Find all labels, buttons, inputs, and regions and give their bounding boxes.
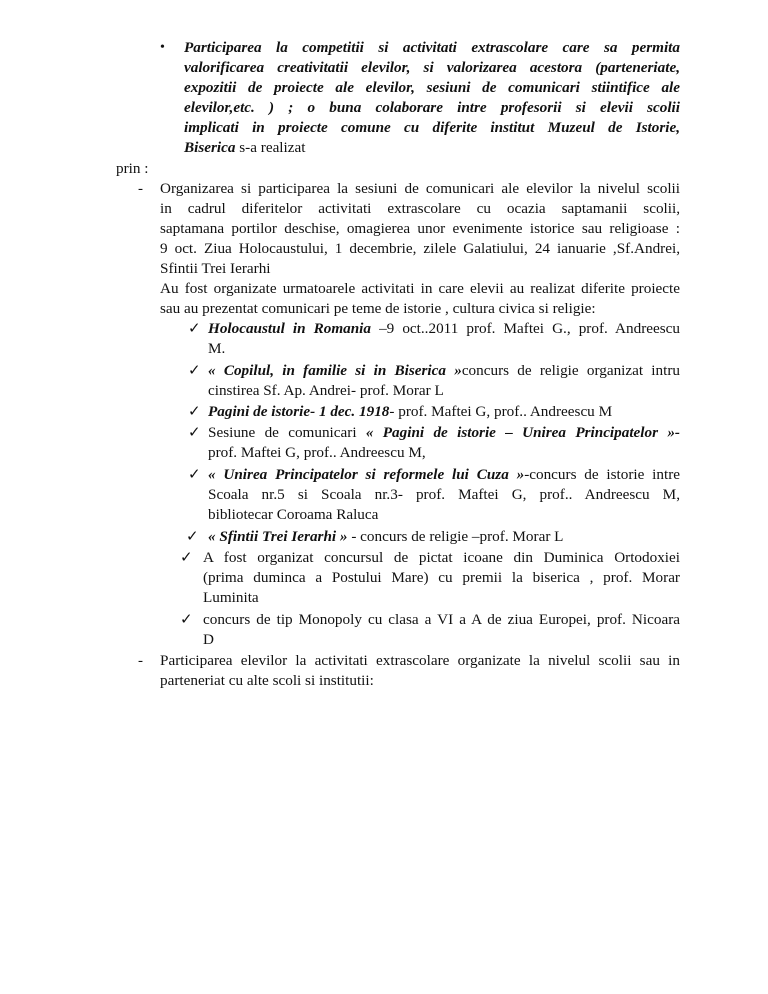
activity-item-5-cont2: bibliotecar Coroama Raluca	[208, 506, 379, 523]
section1-line-7: sau au prezentat comunicari pe teme de istorie , cultura civica si religie:	[160, 300, 596, 317]
activity-title: Holocaustul in Romania	[208, 320, 371, 337]
dash-icon: -	[138, 181, 143, 197]
section1-line-2: in cadrul diferitelor activitati extrascolare cu ocazia saptamanii scolii,	[160, 200, 680, 217]
activity-detail: - prof. Maftei G, prof.. Andreescu M	[389, 403, 613, 420]
section2-line-2: parteneriat cu alte scoli si institutii:	[160, 672, 374, 689]
activity-title: Pagini de istorie- 1 dec. 1918	[208, 403, 390, 420]
intro-line-1: Participarea la competitii si activitati extrascolare care sa permita	[184, 39, 680, 56]
activity-title: « Sfintii Trei Ierarhi »	[208, 528, 348, 545]
section2-line-1: Participarea elevilor la activitati extrascolare organizate la nivelul scolii sau in	[160, 652, 680, 669]
section1-line-3: saptamana portilor deschise, omagierea unor evenimente istorice sau religioase :	[160, 220, 680, 237]
bullet-icon: •	[160, 40, 165, 55]
activity-item-7-cont: (prima duminca a Postului Mare) cu premii la biserica , prof. Morar	[203, 569, 680, 586]
activity-item-4-cont: prof. Maftei G, prof.. Andreescu M,	[208, 444, 426, 461]
activity-detail: –9 oct..2011 prof. Maftei G., prof. Andreescu	[371, 320, 680, 337]
activity-prefix: Sesiune de comunicari	[208, 424, 366, 441]
intro-bold-word: Biserica	[184, 139, 236, 156]
check-icon: ✓	[186, 529, 199, 545]
check-icon: ✓	[188, 363, 201, 379]
activity-item-8: concurs de tip Monopoly cu clasa a VI a A de ziua Europei, prof. Nicoara	[203, 611, 680, 628]
activity-item-7-cont2: Luminita	[203, 589, 259, 606]
intro-tail: s-a realizat	[235, 139, 306, 156]
check-icon: ✓	[188, 404, 201, 420]
check-icon: ✓	[188, 425, 201, 441]
check-icon: ✓	[188, 321, 201, 337]
activity-item-5-cont: Scoala nr.5 si Scoala nr.3- prof. Maftei G, prof.. Andreescu M,	[208, 486, 680, 503]
section1-line-4: 9 oct. Ziua Holocaustului, 1 decembrie, zilele Galatiului, 24 ianuarie ,Sf.Andrei,	[160, 240, 680, 257]
intro-line-5: implicati in proiecte comune cu diferite institut Muzeul de Istorie,	[184, 119, 680, 136]
intro-line-3: expozitii de proiecte ale elevilor, sesiuni de comunicari stiintifice ale	[184, 79, 680, 96]
dash-icon: -	[138, 653, 143, 669]
intro-line-4: elevilor,etc. ) ; o buna colaborare intre profesorii si elevii scolii	[184, 99, 680, 116]
activity-detail: - concurs de religie –prof. Morar L	[347, 528, 564, 545]
activity-item-2-cont: cinstirea Sf. Ap. Andrei- prof. Morar L	[208, 382, 444, 399]
section1-line-1: Organizarea si participarea la sesiuni de comunicari ale elevilor la nivelul scolii	[160, 180, 680, 197]
activity-item-1-cont: M.	[208, 340, 226, 357]
check-icon: ✓	[180, 612, 193, 628]
activity-title: « Unirea Principatelor si reformele lui Cuza »	[208, 466, 525, 483]
activity-title: « Pagini de istorie – Unirea Principatelor »-	[365, 424, 680, 441]
intro-line-2: valorificarea creativitatii elevilor, si valorizarea acestora (parteneriate,	[184, 59, 680, 76]
section1-line-6: Au fost organizate urmatoarele activitati in care elevii au realizat diferite proiecte	[160, 280, 680, 297]
activity-detail: -concurs de istorie intre	[524, 466, 681, 483]
check-icon: ✓	[188, 467, 201, 483]
activity-item-7: A fost organizat concursul de pictat icoane din Duminica Ortodoxiei	[203, 549, 680, 566]
prin-label: prin :	[116, 160, 149, 177]
activity-title: « Copilul, in familie si in Biserica »	[208, 362, 462, 379]
activity-item-8-cont: D	[203, 631, 214, 648]
check-icon: ✓	[180, 550, 193, 566]
activity-detail: concurs de religie organizat intru	[461, 362, 680, 379]
section1-line-5: Sfintii Trei Ierarhi	[160, 260, 271, 277]
